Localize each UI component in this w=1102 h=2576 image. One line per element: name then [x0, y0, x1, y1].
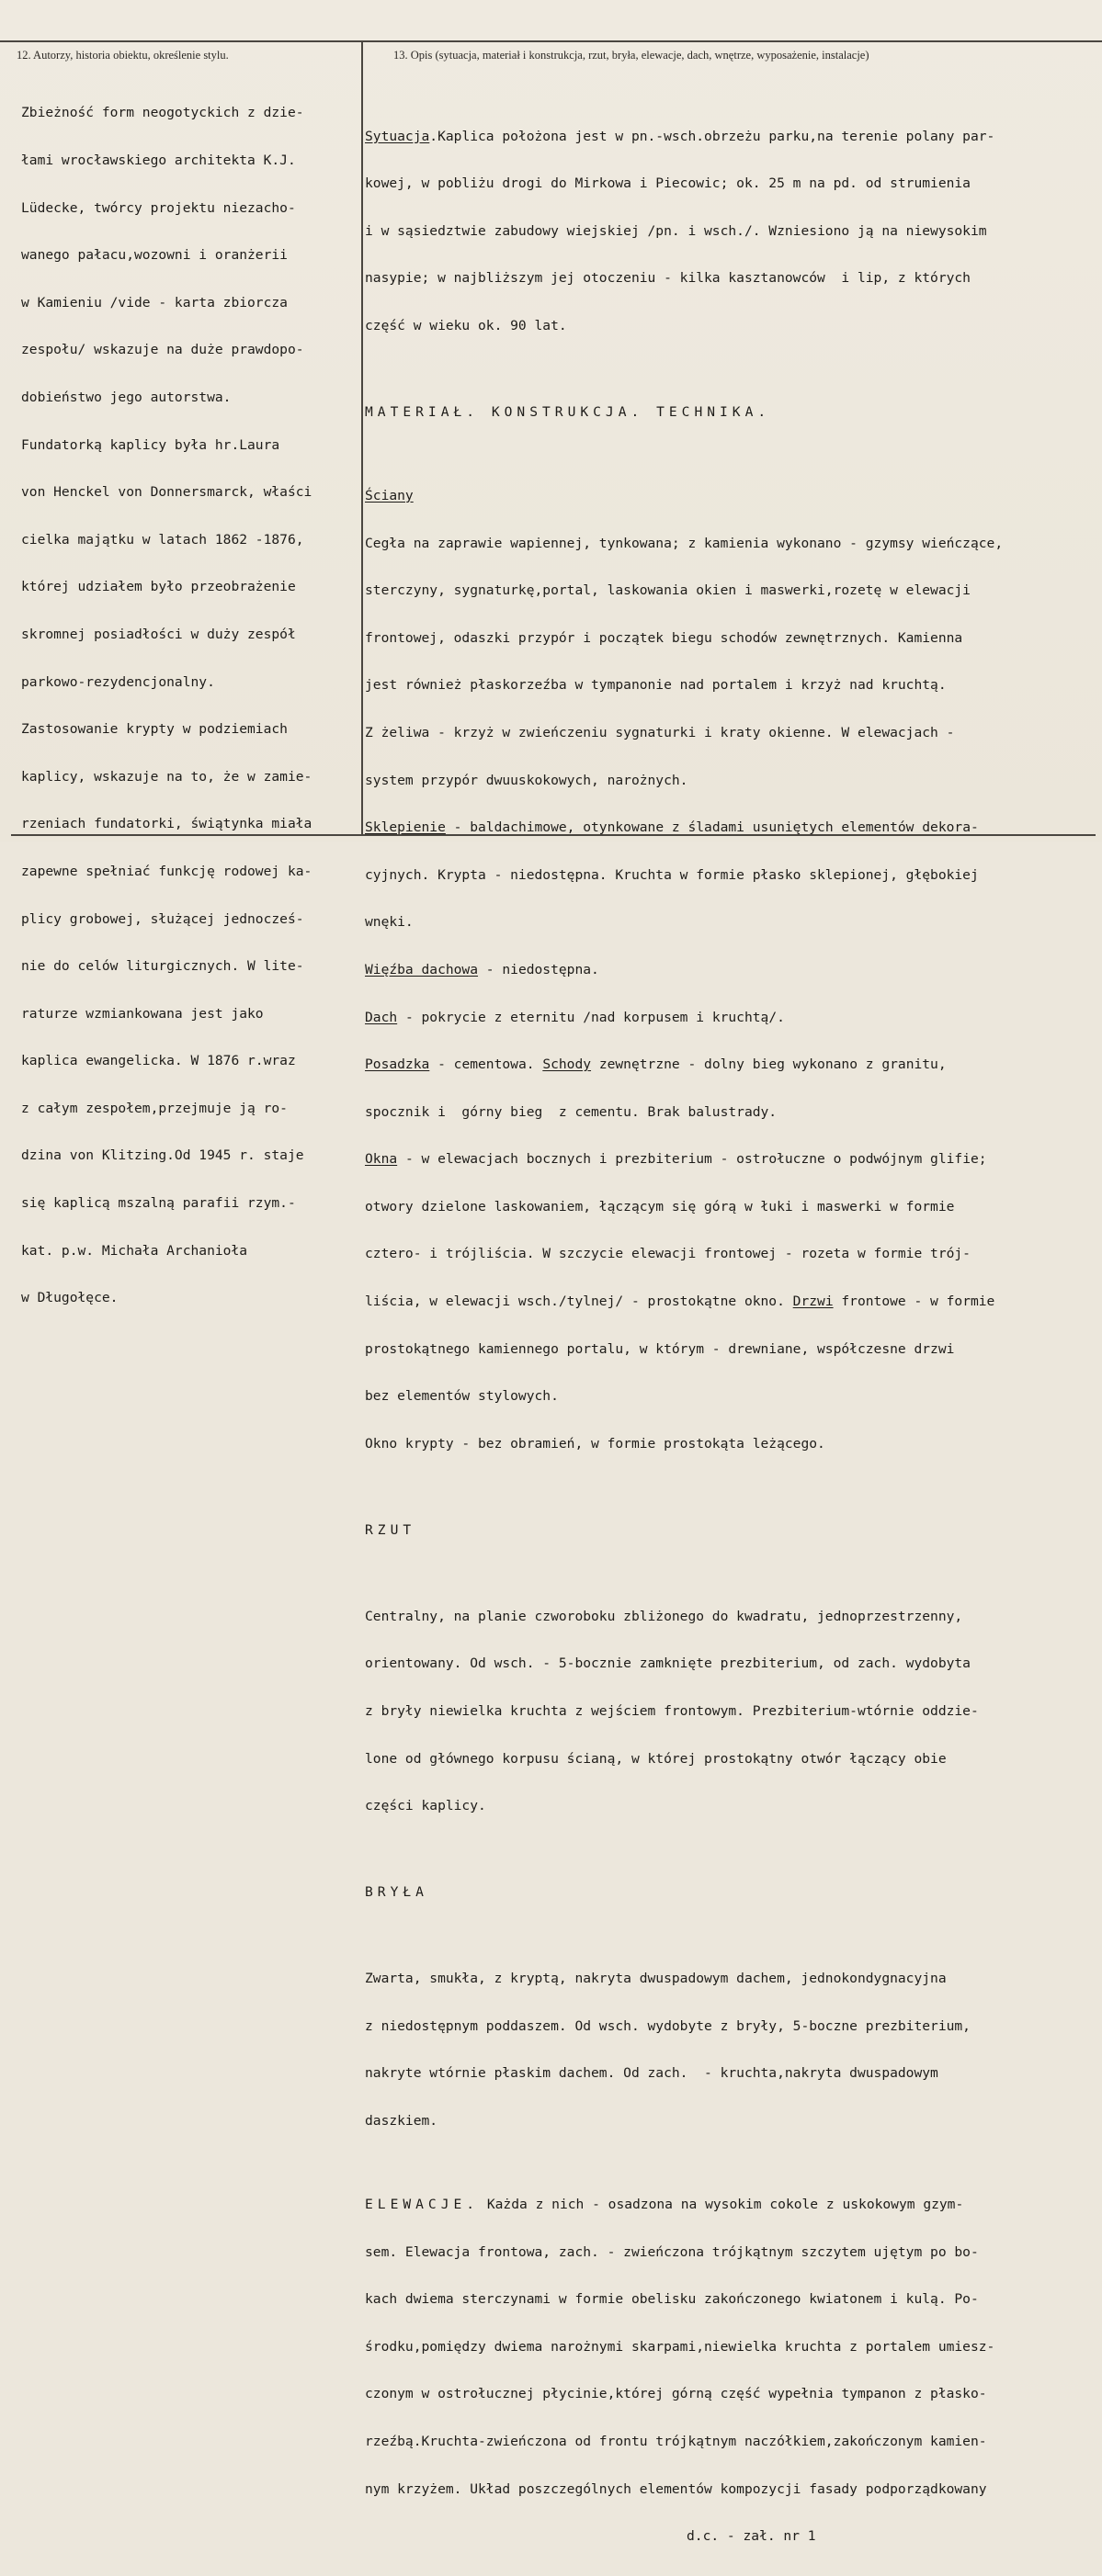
- text-fragment: - cementowa.: [429, 1056, 543, 1073]
- text-line: z bryły niewielka kruchta z wejściem frontowym. Prezbiterium-wtórnie oddzie-: [365, 1703, 979, 1720]
- wiezba-line: [365, 962, 1003, 977]
- text-line: Okno krypty - bez obramień, w formie prostokąta leżącego.: [365, 1435, 825, 1452]
- elewacje-line: [365, 2197, 1003, 2212]
- text-line: nie do celów liturgicznych. W lite-: [21, 958, 304, 975]
- text-line: której udziałem było przeobrażenie: [21, 579, 296, 595]
- text-line: kat. p.w. Michała Archanioła: [21, 1242, 248, 1259]
- text-line: w Długołęce.: [21, 1290, 119, 1306]
- text-line: Fundatorką kaplicy była hr.Laura: [21, 436, 280, 453]
- text-line: sem. Elewacja frontowa, zach. - zwieńczona trójkątnym szczytem ujętym po bo-: [365, 2243, 979, 2260]
- header-description: 13. Opis (sytuacja, materiał i konstrukcja, rzut, bryła, elewacje, dach, wnętrze, wyposażenie, instalacje): [393, 49, 869, 62]
- text-line: wanego pałacu,wozowni i oranżerii: [21, 247, 288, 264]
- schody-label: Schody: [542, 1056, 592, 1073]
- text-fragment: - baldachimowe, otynkowane z śladami usuniętych elementów dekora-: [445, 819, 979, 836]
- text-line: parkowo-rezydencjonalny.: [21, 673, 215, 690]
- text-line: łami wrocławskiego architekta K.J.: [21, 153, 296, 168]
- okna-label: Okna: [365, 1151, 398, 1168]
- text-line: rzeniach fundatorki, świątynka miała: [21, 816, 312, 832]
- text-line: środku,pomiędzy dwiema narożnymi skarpami,niewielka kruchta z portalem umiesz-: [365, 2338, 995, 2355]
- text-line: kowej, w pobliżu drogi do Mirkowa i Piecowic; ok. 25 m na pd. od strumienia: [365, 175, 971, 192]
- text-line: raturze wzmiankowana jest jako: [21, 1005, 264, 1022]
- text-fragment: - w elewacjach bocznych i prezbiterium - ostrołuczne o podwójnym glifie;: [397, 1151, 987, 1168]
- text-line: dobieństwo jego autorstwa.: [21, 389, 232, 405]
- text-line: kach dwiema sterczynami w formie obelisku zakończonego kwiatonem i kulą. Po-: [365, 2291, 979, 2308]
- top-rule: [0, 40, 1102, 42]
- section-heading-material: MATERIAŁ. KONSTRUKCJA. TECHNIKA.: [365, 403, 771, 420]
- continuation-note: [365, 2528, 1003, 2544]
- text-line: orientowany. Od wsch. - 5-bocznie zamknięte prezbiterium, od zach. wydobyta: [365, 1655, 971, 1672]
- text-line: bez elementów stylowych.: [365, 1388, 559, 1405]
- text-line: zapewne spełniać funkcję rodowej ka-: [21, 863, 312, 879]
- text-line: w Kamieniu /vide - karta zbiorcza: [21, 294, 288, 311]
- sklepienie-line: [365, 819, 1003, 835]
- text-fragment: Każda z nich - osadzona na wysokim cokole z uskokowym gzym-: [479, 2197, 964, 2213]
- drzwi-line: [365, 1294, 1003, 1309]
- text-line: wnęki.: [365, 914, 414, 931]
- sciany-label: Ściany: [365, 487, 414, 503]
- text-line: Cegła na zaprawie wapiennej, tynkowana; z kamienia wykonano - gzymsy wieńczące,: [365, 535, 1004, 551]
- text-fragment: frontowe - w formie: [833, 1294, 995, 1310]
- posadzka-line: [365, 1056, 1003, 1072]
- wiezba-label: Więźba dachowa: [365, 961, 479, 977]
- dach-label: Dach: [365, 1009, 398, 1025]
- text-line: nym krzyżem. Układ poszczególnych elementów kompozycji fasady podporządkowany: [365, 2480, 987, 2497]
- text-line: cztero- i trójliścia. W szczycie elewacji frontowej - rozeta w formie trój-: [365, 1246, 971, 1262]
- left-column-text: [21, 73, 312, 1338]
- text-line: dzina von Klitzing.Od 1945 r. staje: [21, 1147, 304, 1164]
- text-line: jest również płaskorzeźba w tympanonie nad portalem i krzyż nad kruchtą.: [365, 677, 947, 694]
- text-line: się kaplicą mszalną parafii rzym.-: [21, 1195, 296, 1212]
- text-line: sterczyny, sygnaturkę,portal, laskowania okien i maswerki,rozetę w elewacji: [365, 582, 971, 599]
- text-line: kaplica ewangelicka. W 1876 r.wraz: [21, 1053, 296, 1069]
- text-line: cielka majątku w latach 1862 -1876,: [21, 531, 304, 548]
- text-line: daszkiem.: [365, 2113, 438, 2130]
- text-line: rzeźbą.Kruchta-zwieńczona od frontu trójkątnym naczółkiem,zakończonym kamien-: [365, 2433, 987, 2449]
- text-line: skromnej posiadłości w duży zespół: [21, 626, 296, 642]
- text-line: nasypie; w najbliższym jej otoczeniu - kilka kasztanowców i lip, z których: [365, 270, 971, 287]
- text-line: Zwarta, smukła, z kryptą, nakryta dwuspadowym dachem, jednokondygnacyjna: [365, 1971, 947, 1987]
- section-heading-rzut: RZUT: [365, 1521, 416, 1538]
- text-line: otwory dzielone laskowaniem, łączącym się górą w łuki i maswerki w formie: [365, 1198, 955, 1215]
- sklepienie-label: Sklepienie: [365, 819, 446, 836]
- sytuacja-label: Sytuacja: [365, 128, 430, 144]
- text-fragment: - pokrycie z eternitu /nad korpusem i kruchtą/.: [397, 1009, 785, 1025]
- section-heading-bryla: BRYŁA: [365, 1884, 428, 1901]
- text-line: cyjnych. Krypta - niedostępna. Kruchta w formie płasko sklepionej, głębokiej: [365, 866, 979, 883]
- text-line: z całym zespołem,przejmuje ją ro-: [21, 1100, 288, 1116]
- right-column-text: [365, 81, 1003, 2576]
- text-line: kaplicy, wskazuje na to, że w zamie-: [21, 768, 312, 785]
- text-line: prostokątnego kamiennego portalu, w którym - drewniane, współczesne drzwi: [365, 1340, 955, 1357]
- header-authors-history: 12. Autorzy, historia obiektu, określenie stylu.: [17, 49, 229, 62]
- column-divider: [361, 40, 363, 835]
- dach-line: [365, 1010, 1003, 1025]
- text-fragment: - niedostępna.: [478, 961, 599, 977]
- text-fragment: zewnętrzne - dolny bieg wykonano z granitu,: [591, 1056, 947, 1073]
- sciany-label-line: [365, 488, 1003, 503]
- text-line: części kaplicy.: [365, 1798, 486, 1814]
- text-line: czonym w ostrołucznej płycinie,której górną część wypełnia tympanon z płasko-: [365, 2386, 987, 2402]
- text-line: Centralny, na planie czworoboku zbliżonego do kwadratu, jednoprzestrzenny,: [365, 1608, 963, 1624]
- text-line: Lüdecke, twórcy projektu niezacho-: [21, 199, 296, 216]
- text-fragment: .Kaplica położona jest w pn.-wsch.obrzeżu parku,na terenie polany par-: [429, 128, 995, 144]
- drzwi-label: Drzwi: [792, 1294, 834, 1310]
- text-fragment: liścia, w elewacji wsch./tylnej/ - prostokątne okno.: [365, 1294, 793, 1310]
- text-line: Zbieżność form neogotyckich z dzie-: [21, 105, 304, 121]
- text-line: i w sąsiedztwie zabudowy wiejskiej /pn. i wsch./. Wzniesiono ją na niewysokim: [365, 222, 987, 239]
- text-line: nakryte wtórnie płaskim dachem. Od zach. - kruchta,nakryta dwuspadowym: [365, 2065, 938, 2082]
- text-line: plicy grobowej, służącej jednocześ-: [21, 910, 304, 927]
- okna-line: [365, 1151, 1003, 1167]
- text-line: zespołu/ wskazuje na duże prawdopo-: [21, 342, 304, 358]
- sytuacja-line: [365, 129, 1003, 144]
- text-line: system przypór dwuuskokowych, narożnych.: [365, 772, 688, 788]
- text-line: Z żeliwa - krzyż w zwieńczeniu sygnaturki i kraty okienne. W elewacjach -: [365, 724, 955, 740]
- text-line: von Henckel von Donnersmarck, właści: [21, 484, 312, 501]
- section-heading-elewacje: ELEWACJE.: [365, 2197, 480, 2213]
- text-line: z niedostępnym poddaszem. Od wsch. wydobyte z bryły, 5-boczne prezbiterium,: [365, 2017, 971, 2034]
- posadzka-label: Posadzka: [365, 1056, 430, 1073]
- text-line: część w wieku ok. 90 lat.: [365, 317, 567, 333]
- text-line: spocznik i górny bieg z cementu. Brak balustrady.: [365, 1103, 778, 1120]
- footer-attachment-note: d.c. - zał. nr 1: [687, 2528, 816, 2545]
- text-line: frontowej, odaszki przypór i początek biegu schodów zewnętrznych. Kamienna: [365, 629, 963, 646]
- text-line: lone od głównego korpusu ścianą, w której prostokątny otwór łączący obie: [365, 1750, 947, 1767]
- text-line: Zastosowanie krypty w podziemiach: [21, 721, 288, 738]
